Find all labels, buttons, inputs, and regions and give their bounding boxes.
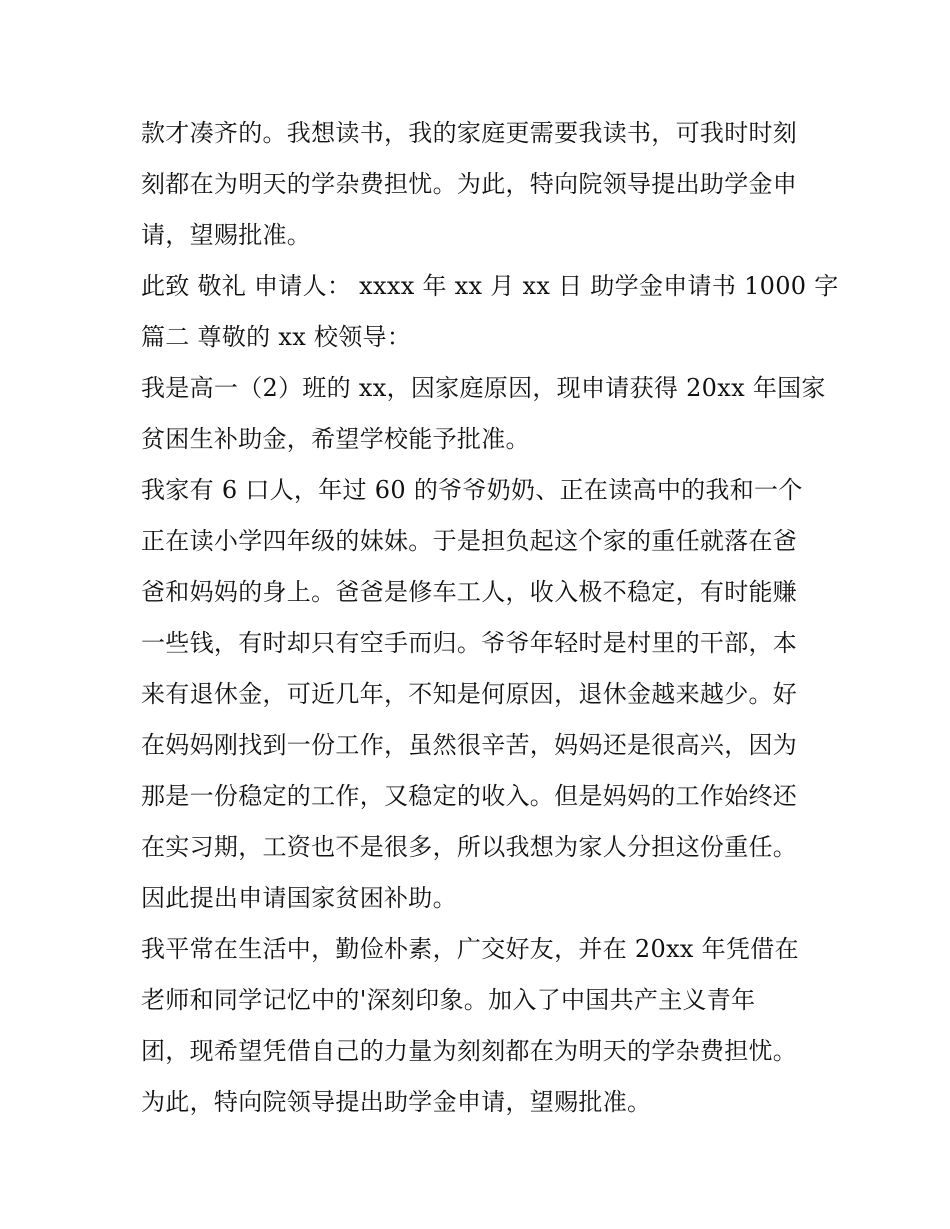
text-line: 团，现希望凭借自己的力量为刻刻都在为明天的学杂费担忧。 bbox=[141, 1037, 798, 1065]
text-line: 来有退休金，可近几年，不知是何原因，退休金越来越少。好 bbox=[141, 680, 798, 708]
text-line: 款才凑齐的。我想读书，我的家庭更需要我读书，可我时时刻 bbox=[141, 119, 798, 147]
closing-line: 此致 敬礼 申请人： xxxx 年 xx 月 xx 日 助学金申请书 1000 字 bbox=[141, 272, 839, 300]
text-line: 为此，特向院领导提出助学金申请，望赐批准。 bbox=[141, 1088, 652, 1116]
text-line: 在妈妈刚找到一份工作，虽然很辛苦，妈妈还是很高兴，因为 bbox=[141, 731, 798, 759]
text-line: 请，望赐批准。 bbox=[141, 221, 312, 249]
text-line: 我家有 6 口人，年过 60 的爷爷奶奶、正在读高中的我和一个 bbox=[141, 476, 803, 504]
text-line: 我是高一（2）班的 xx，因家庭原因，现申请获得 20xx 年国家 bbox=[141, 374, 826, 402]
text-line: 因此提出申请国家贫困补助。 bbox=[141, 884, 457, 912]
text-line: 我平常在生活中，勤俭朴素，广交好友，并在 20xx 年凭借在 bbox=[141, 935, 799, 963]
text-line: 老师和同学记忆中的'深刻印象。加入了中国共产主义青年 bbox=[141, 986, 756, 1014]
text-line: 刻都在为明天的学杂费担忧。为此，特向院领导提出助学金申 bbox=[141, 170, 798, 198]
document-body bbox=[141, 108, 839, 1128]
text-line: 一些钱，有时却只有空手而归。爷爷年轻时是村里的干部，本 bbox=[141, 629, 798, 657]
text-line: 那是一份稳定的工作，又稳定的收入。但是妈妈的工作始终还 bbox=[141, 782, 798, 810]
text-line: 爸和妈妈的身上。爸爸是修车工人，收入极不稳定，有时能赚 bbox=[141, 578, 798, 606]
text-line: 正在读小学四年级的妹妹。于是担负起这个家的重任就落在爸 bbox=[141, 527, 798, 555]
salutation-line: 篇二 尊敬的 xx 校领导： bbox=[141, 323, 412, 351]
text-line: 在实习期，工资也不是很多，所以我想为家人分担这份重任。 bbox=[141, 833, 798, 861]
text-line: 贫困生补助金，希望学校能予批准。 bbox=[141, 425, 530, 453]
